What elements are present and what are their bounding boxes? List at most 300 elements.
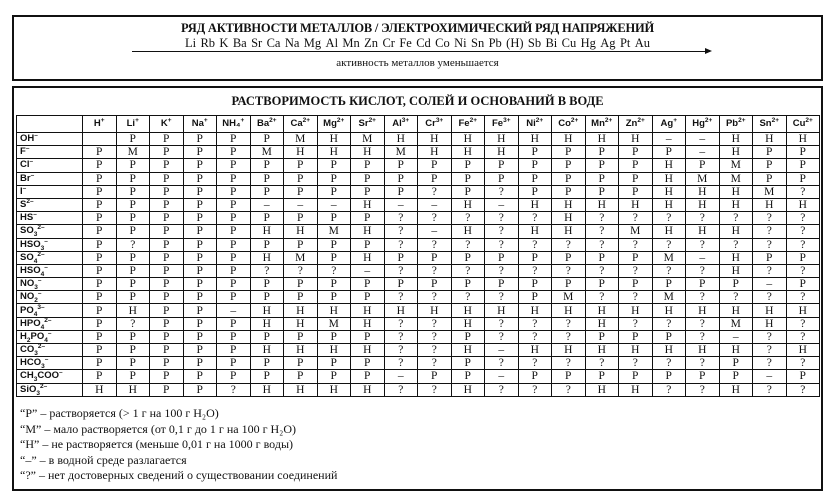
solubility-cell: Р (116, 159, 150, 172)
solubility-cell: Н (116, 383, 150, 396)
solubility-cell: – (485, 198, 519, 211)
anion-label (17, 198, 83, 211)
solubility-cell: Р (183, 198, 217, 211)
solubility-cell: Р (217, 357, 251, 370)
anion-charge: 2– (37, 342, 46, 350)
solubility-cell: ? (686, 383, 720, 396)
solubility-cell: Р (183, 291, 217, 304)
solubility-cell: Р (652, 370, 686, 383)
anion-label (17, 291, 83, 304)
solubility-cell: Н (317, 133, 351, 146)
metal-symbol: Rb (200, 36, 216, 50)
solubility-cell: Р (116, 185, 150, 198)
solubility-cell: Р (384, 172, 418, 185)
solubility-cell: ? (719, 291, 753, 304)
cation-charge: + (100, 116, 105, 124)
solubility-cell: Р (217, 172, 251, 185)
solubility-cell: Р (284, 185, 318, 198)
solubility-cell: ? (686, 264, 720, 277)
solubility-cell: Р (552, 146, 586, 159)
solubility-cell: Р (183, 225, 217, 238)
solubility-cell: ? (786, 264, 820, 277)
solubility-cell: М (619, 225, 653, 238)
solubility-cell: ? (753, 238, 787, 251)
solubility-cell: Р (284, 370, 318, 383)
solubility-cell: ? (585, 212, 619, 225)
solubility-cell: Р (116, 172, 150, 185)
cation-symbol: Cu (792, 118, 806, 129)
solubility-cell: ? (686, 212, 720, 225)
solubility-cell: Р (518, 172, 552, 185)
table-row (17, 172, 820, 185)
solubility-cell: Р (83, 212, 117, 225)
cation-charge: 2+ (738, 116, 746, 124)
solubility-cell: ? (686, 317, 720, 330)
anion-text: SiO (20, 383, 37, 395)
cation-charge: 2+ (302, 116, 311, 124)
solubility-cell: Н (552, 344, 586, 357)
cation-charge: 2+ (469, 116, 477, 124)
solubility-cell: Р (116, 357, 150, 370)
anion-charge: 2– (40, 382, 48, 390)
solubility-cell: Р (183, 344, 217, 357)
cation-symbol: Li (126, 118, 136, 129)
solubility-cell: ? (485, 291, 519, 304)
anion-text: HSO (20, 264, 41, 276)
solubility-cell: ? (418, 383, 452, 396)
metal-symbol: Au (634, 36, 651, 50)
solubility-cell: ? (284, 264, 318, 277)
solubility-cell: ? (652, 212, 686, 225)
solubility-cell: Р (317, 185, 351, 198)
solubility-cell: Р (83, 251, 117, 264)
solubility-cell: Н (719, 304, 753, 317)
solubility-cell: Н (753, 317, 787, 330)
table-row (17, 251, 820, 264)
solubility-cell: ? (585, 264, 619, 277)
solubility-cell: М (719, 317, 753, 330)
table-row (17, 159, 820, 172)
corner-cell (17, 116, 83, 133)
solubility-cell: Р (183, 330, 217, 343)
solubility-cell: М (250, 146, 284, 159)
solubility-cell: Н (786, 304, 820, 317)
solubility-cell: Н (451, 146, 485, 159)
solubility-cell: ? (384, 238, 418, 251)
cation-header (150, 116, 184, 133)
anion-subscript: 3 (34, 284, 38, 292)
anion-label (17, 383, 83, 396)
solubility-cell: ? (116, 238, 150, 251)
metal-symbol: Li (184, 36, 197, 50)
solubility-cell: Р (351, 330, 385, 343)
solubility-cell: ? (585, 291, 619, 304)
solubility-cell: Н (719, 383, 753, 396)
solubility-cell: Р (217, 225, 251, 238)
solubility-cell: Р (351, 238, 385, 251)
solubility-cell: Н (451, 198, 485, 211)
solubility-cell: Р (585, 278, 619, 291)
cation-charge: 3+ (503, 116, 511, 124)
solubility-cell: Р (284, 278, 318, 291)
cation-symbol: NH₄ (222, 118, 241, 129)
solubility-cell: Р (619, 370, 653, 383)
anion-label (17, 133, 83, 146)
solubility-cell: Р (217, 212, 251, 225)
solubility-cell: Р (585, 172, 619, 185)
anion-label (17, 278, 83, 291)
solubility-cell: Р (217, 264, 251, 277)
cation-charge: 2+ (805, 116, 813, 124)
solubility-cell: ? (518, 357, 552, 370)
table-row (17, 212, 820, 225)
solubility-cell: ? (585, 238, 619, 251)
cation-header (552, 116, 586, 133)
cation-symbol: K (160, 118, 168, 129)
legend-item: “Р” – растворяется (> 1 г на 100 г H₂O) (20, 406, 219, 420)
metal-symbol: Mg (303, 36, 322, 50)
solubility-cell: Р (250, 278, 284, 291)
anion-label (17, 344, 83, 357)
solubility-cell: Н (384, 304, 418, 317)
anion-text: Cl (20, 159, 30, 171)
metal-symbol: Zn (364, 36, 379, 50)
anion-label (17, 317, 83, 330)
anion-text: HCO (20, 357, 42, 369)
cation-symbol: Ca (290, 118, 303, 129)
solubility-cell: ? (384, 357, 418, 370)
solubility-cell: Р (652, 330, 686, 343)
cation-symbol: Sr (358, 118, 369, 129)
solubility-cell: ? (619, 317, 653, 330)
solubility-cell: Р (418, 251, 452, 264)
solubility-cell: Н (418, 146, 452, 159)
solubility-cell: – (485, 344, 519, 357)
solubility-cell: Р (183, 172, 217, 185)
anion-label (17, 251, 83, 264)
metal-symbol: Pb (488, 36, 502, 50)
anion-text: NO (20, 291, 35, 303)
anion-subscript: 4 (44, 336, 48, 344)
solubility-cell: Р (150, 370, 184, 383)
cation-charge: 2+ (704, 116, 713, 124)
solubility-cell: Р (485, 251, 519, 264)
solubility-cell: Р (652, 278, 686, 291)
solubility-cell: Р (183, 212, 217, 225)
solubility-cell: Н (719, 251, 753, 264)
cation-header (418, 116, 452, 133)
cation-header (652, 116, 686, 133)
anion-text: CH (20, 370, 34, 382)
solubility-cell: Р (116, 264, 150, 277)
solubility-cell: Н (250, 251, 284, 264)
solubility-cell: Р (150, 251, 184, 264)
solubility-cell: Р (83, 198, 117, 211)
anion-charge: – (34, 131, 38, 139)
solubility-cell: ? (619, 264, 653, 277)
solubility-cell: Н (317, 383, 351, 396)
solubility-cell: Р (83, 278, 117, 291)
anion-charge: – (44, 263, 48, 271)
metal-symbol: Sr (251, 36, 263, 50)
table-row (17, 185, 820, 198)
solubility-cell: ? (451, 212, 485, 225)
solubility-cell: Н (351, 383, 385, 396)
solubility-cell: ? (753, 344, 787, 357)
solubility-cell: Р (83, 225, 117, 238)
cation-header (485, 116, 519, 133)
anion-text: HPO (20, 317, 41, 329)
solubility-cell: ? (786, 212, 820, 225)
solubility-cell: ? (485, 264, 519, 277)
cation-header (183, 116, 217, 133)
anion-charge: 2– (37, 224, 45, 232)
solubility-cell: Р (83, 304, 117, 317)
anion-charge: – (33, 211, 37, 219)
solubility-cell: Р (150, 383, 184, 396)
solubility-cell: ? (719, 238, 753, 251)
cation-symbol: Ag (660, 118, 674, 129)
solubility-cell: Н (552, 198, 586, 211)
table-row (17, 304, 820, 317)
anion-subscript: 4 (33, 257, 38, 265)
solubility-cell: М (719, 159, 753, 172)
solubility-cell: Р (585, 159, 619, 172)
solubility-cell: М (753, 185, 787, 198)
solubility-cell: – (217, 304, 251, 317)
solubility-cell: Р (552, 251, 586, 264)
solubility-cell: Р (786, 278, 820, 291)
solubility-cell: Р (183, 251, 217, 264)
solubility-cell: Н (351, 304, 385, 317)
solubility-cell: ? (619, 291, 653, 304)
solubility-cell: Н (284, 317, 318, 330)
solubility-cell: ? (418, 264, 452, 277)
solubility-cell: ? (552, 238, 586, 251)
solubility-cell: ? (719, 212, 753, 225)
solubility-cell: ? (116, 317, 150, 330)
solubility-cell: М (284, 251, 318, 264)
solubility-cell: Р (150, 146, 184, 159)
solubility-cell: Р (753, 251, 787, 264)
solubility-cell: Н (585, 344, 619, 357)
cation-charge: 2+ (771, 116, 780, 124)
solubility-cell: ? (686, 238, 720, 251)
solubility-cell: Р (183, 304, 217, 317)
metal-symbol: Fe (399, 36, 412, 50)
solubility-cell: Р (585, 146, 619, 159)
header-row (17, 116, 820, 133)
solubility-cell: Р (317, 251, 351, 264)
solubility-cell: Р (451, 172, 485, 185)
solubility-cell: Н (83, 383, 117, 396)
anion-subscript: 3 (36, 389, 40, 397)
cation-header (317, 116, 351, 133)
cation-header (384, 116, 418, 133)
solubility-cell: ? (250, 264, 284, 277)
solubility-cell: – (753, 370, 787, 383)
cation-symbol: Ba (256, 118, 270, 129)
solubility-cell: ? (485, 185, 519, 198)
anion-subscript: 4 (40, 270, 45, 278)
solubility-cell: Р (183, 317, 217, 330)
solubility-cell: Н (652, 198, 686, 211)
solubility-cell: Н (485, 133, 519, 146)
solubility-cell: Р (552, 172, 586, 185)
solubility-cell: – (686, 146, 720, 159)
solubility-cell: Н (250, 344, 284, 357)
cation-header (619, 116, 653, 133)
solubility-cell: Р (150, 159, 184, 172)
solubility-cell: Р (786, 172, 820, 185)
solubility-cell: Р (619, 185, 653, 198)
solubility-cell: Р (418, 159, 452, 172)
solubility-cell: ? (518, 330, 552, 343)
cation-charge: 2+ (368, 116, 376, 124)
solubility-cell: Н (753, 133, 787, 146)
anion-charge: 2– (37, 250, 45, 258)
solubility-cell: Р (384, 159, 418, 172)
solubility-cell: Р (217, 278, 251, 291)
solubility-cell: Р (116, 212, 150, 225)
anion-text: PO (30, 330, 45, 342)
anion-text: CO (20, 344, 35, 356)
metal-symbol: Na (284, 36, 300, 50)
solubility-cell: Р (284, 357, 318, 370)
solubility-cell: Р (619, 146, 653, 159)
metal-symbol: Al (325, 36, 339, 50)
solubility-cell: Р (217, 159, 251, 172)
solubility-cell: ? (485, 330, 519, 343)
solubility-cell: Н (719, 198, 753, 211)
anion-text: OH (20, 133, 35, 145)
solubility-cell: Н (686, 225, 720, 238)
solubility-cell: Р (183, 238, 217, 251)
solubility-cell: ? (384, 225, 418, 238)
solubility-cell: Р (753, 172, 787, 185)
anion-charge: 2– (44, 316, 52, 324)
solubility-cell: – (384, 198, 418, 211)
solubility-cell: Р (786, 159, 820, 172)
solubility-cell: Р (317, 172, 351, 185)
cation-charge: + (203, 116, 208, 124)
solubility-cell: Н (351, 146, 385, 159)
solubility-cell: Н (652, 304, 686, 317)
solubility-cell: Р (585, 185, 619, 198)
solubility-cell: Н (250, 317, 284, 330)
anion-label (17, 330, 83, 343)
solubility-cell: Р (150, 291, 184, 304)
solubility-cell: Н (284, 146, 318, 159)
solubility-cell: М (652, 291, 686, 304)
metal-symbol: Cr (382, 36, 395, 50)
solubility-cell: Р (317, 212, 351, 225)
solubility-cell: Н (652, 225, 686, 238)
solubility-cell: ? (518, 212, 552, 225)
solubility-cell: Н (451, 304, 485, 317)
solubility-cell: Р (150, 212, 184, 225)
solubility-cell: Н (686, 198, 720, 211)
solubility-cell: ? (384, 264, 418, 277)
table-row (17, 291, 820, 304)
solubility-cell: Р (150, 185, 184, 198)
solubility-cell: Р (116, 278, 150, 291)
solubility-cell: ? (451, 291, 485, 304)
solubility-cell: ? (384, 291, 418, 304)
solubility-cell: Р (552, 370, 586, 383)
solubility-cell: ? (652, 238, 686, 251)
solubility-cell: Р (150, 344, 184, 357)
solubility-cell: ? (786, 225, 820, 238)
metal-symbol: Mn (342, 36, 360, 50)
solubility-cell: ? (518, 238, 552, 251)
cation-charge: 2+ (269, 116, 277, 124)
solubility-cell: ? (753, 291, 787, 304)
solubility-cell: – (719, 330, 753, 343)
anion-charge: – (30, 171, 35, 179)
cation-charge: + (135, 116, 139, 124)
metal-symbol: Cu (561, 36, 577, 50)
solubility-cell: Н (652, 344, 686, 357)
solubility-cell: Р (351, 370, 385, 383)
solubility-cell: Н (485, 304, 519, 317)
cation-header (719, 116, 753, 133)
solubility-cell: Р (518, 370, 552, 383)
solubility-cell: Р (150, 304, 184, 317)
metal-series (14, 36, 821, 51)
anion-label (17, 185, 83, 198)
solubility-cell: Р (83, 357, 117, 370)
cation-header (217, 116, 251, 133)
solubility-title: РАСТВОРИМОСТЬ КИСЛОТ, СОЛЕЙ И ОСНОВАНИЙ В ВОДЕ (231, 94, 604, 108)
solubility-cell: М (384, 146, 418, 159)
solubility-cell: Р (217, 291, 251, 304)
solubility-cell: Н (451, 344, 485, 357)
solubility-cell: Р (585, 251, 619, 264)
solubility-cell: Н (585, 317, 619, 330)
solubility-cell: Р (150, 133, 184, 146)
cation-symbol: Fe (491, 118, 504, 129)
cation-charge: 2+ (604, 116, 613, 124)
solubility-cell: Н (719, 264, 753, 277)
cation-header (686, 116, 720, 133)
solubility-cell: Р (619, 159, 653, 172)
solubility-cell: ? (686, 357, 720, 370)
solubility-cell: Н (116, 304, 150, 317)
anion-charge: – (37, 290, 42, 298)
anion-charge: – (37, 277, 42, 284)
solubility-cell: – (686, 133, 720, 146)
table-row (17, 198, 820, 211)
solubility-cell: Р (284, 159, 318, 172)
solubility-cell: М (652, 251, 686, 264)
solubility-cell: ? (485, 212, 519, 225)
solubility-cell: Р (150, 238, 184, 251)
solubility-cell: ? (552, 317, 586, 330)
solubility-cell: ? (451, 264, 485, 277)
cation-symbol: Pb (725, 118, 739, 129)
solubility-cell: Р (485, 159, 519, 172)
solubility-cell: Р (418, 278, 452, 291)
anion-label (17, 159, 83, 172)
solubility-cell: Р (217, 370, 251, 383)
solubility-cell: Р (284, 291, 318, 304)
solubility-cell: Р (284, 172, 318, 185)
table-row (17, 370, 820, 383)
anion-charge: 2– (26, 197, 34, 205)
solubility-cell: Р (83, 344, 117, 357)
cation-header (786, 116, 820, 133)
